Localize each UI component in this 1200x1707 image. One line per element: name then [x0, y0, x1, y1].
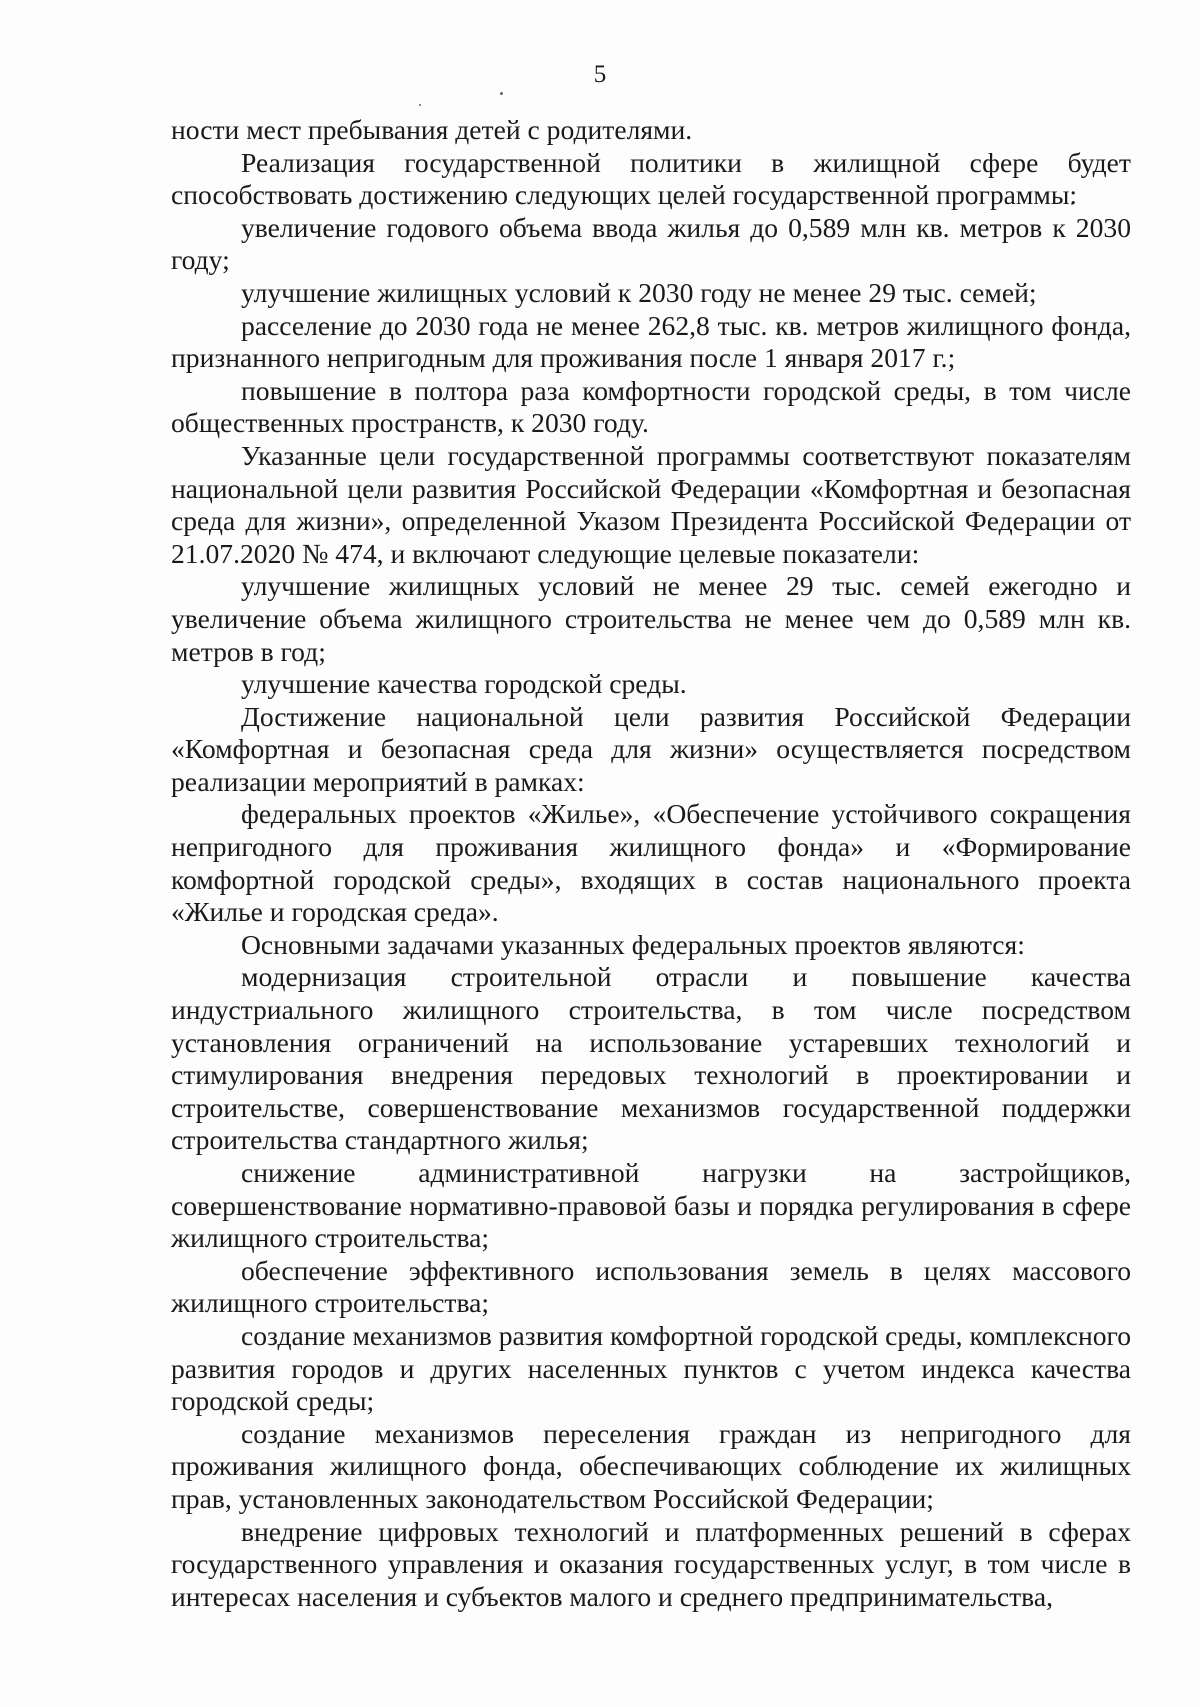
- paragraph: Основными задачами указанных федеральных проектов являются:: [241, 928, 1025, 960]
- page-number: 5: [593, 61, 607, 88]
- paragraph: создание механизмов развития комфортной городской среды, комплексного развития городов и других населенных пунктов с учетом индекса качества городской среды;: [171, 1319, 1131, 1417]
- scan-speck: [500, 92, 503, 95]
- paragraph: улучшение жилищных условий не менее 29 тыс. семей ежегодно и увеличение объема жилищного строительства не менее чем до 0,589 млн кв. метров в год;: [171, 570, 1131, 667]
- paragraph: повышение в полтора раза комфортности городской среды, в том числе общественных пространств, к 2030 году.: [171, 374, 1131, 439]
- paragraph: Указанные цели государственной программы соответствуют показателям национальной цели развития Российской Федерации «Комфортная и безопасная среда для жизни», определенной Указом Президента Российской Федерации от 21.07.2020 № 474, и включают следующие целевые показатели:: [171, 439, 1131, 569]
- paragraph: Достижение национальной цели развития Российской Федерации «Комфортная и безопасная среда для жизни» осуществляется посредством реализации мероприятий в рамках:: [171, 700, 1131, 797]
- paragraph: обеспечение эффективного использования земель в целях массового жилищного строительства;: [171, 1254, 1131, 1319]
- paragraph: ности мест пребывания детей с родителями.: [171, 114, 693, 145]
- document-text: [171, 114, 1131, 1613]
- paragraph: Реализация государственной политики в жилищной сфере будет способствовать достижению следующих целей государственной программы:: [171, 146, 1131, 211]
- paragraph: модернизация строительной отрасли и повышение качества индустриального жилищного строительства, в том числе посредством установления ограничений на использование устаревших технологий и стимулирования внедрения передовых технологий в проектировании и строительстве, совершенствование механизмов государственной поддержки строительства стандартного жилья;: [171, 961, 1131, 1156]
- scan-speck: [419, 104, 421, 106]
- paragraph: улучшение жилищных условий к 2030 году не менее 29 тыс. семей;: [241, 276, 1037, 308]
- paragraph: создание механизмов переселения граждан из непригодного для проживания жилищного фонда, обеспечивающих соблюдение их жилищных прав, установленных законодательством Российской Федерации;: [171, 1417, 1131, 1514]
- paragraph: федеральных проектов «Жилье», «Обеспечение устойчивого сокращения непригодного для проживания жилищного фонда» и «Формирование комфортной городской среды», входящих в состав национального проекта «Жилье и городская среда».: [171, 798, 1131, 928]
- paragraph: внедрение цифровых технологий и платформенных решений в сферах государственного управления и оказания государственных услуг, в том числе в интересах населения и субъектов малого и среднего предпринимательства,: [171, 1515, 1131, 1612]
- paragraph: снижение административной нагрузки на застройщиков, совершенствование нормативно-правовой базы и порядка регулирования в сфере жилищного строительства;: [171, 1157, 1131, 1254]
- paragraph: расселение до 2030 года не менее 262,8 тыс. кв. метров жилищного фонда, признанного непригодным для проживания после 1 января 2017 г.;: [171, 309, 1131, 374]
- paragraph: улучшение качества городской среды.: [241, 668, 687, 700]
- paragraph: увеличение годового объема ввода жилья до 0,589 млн кв. метров к 2030 году;: [171, 211, 1131, 276]
